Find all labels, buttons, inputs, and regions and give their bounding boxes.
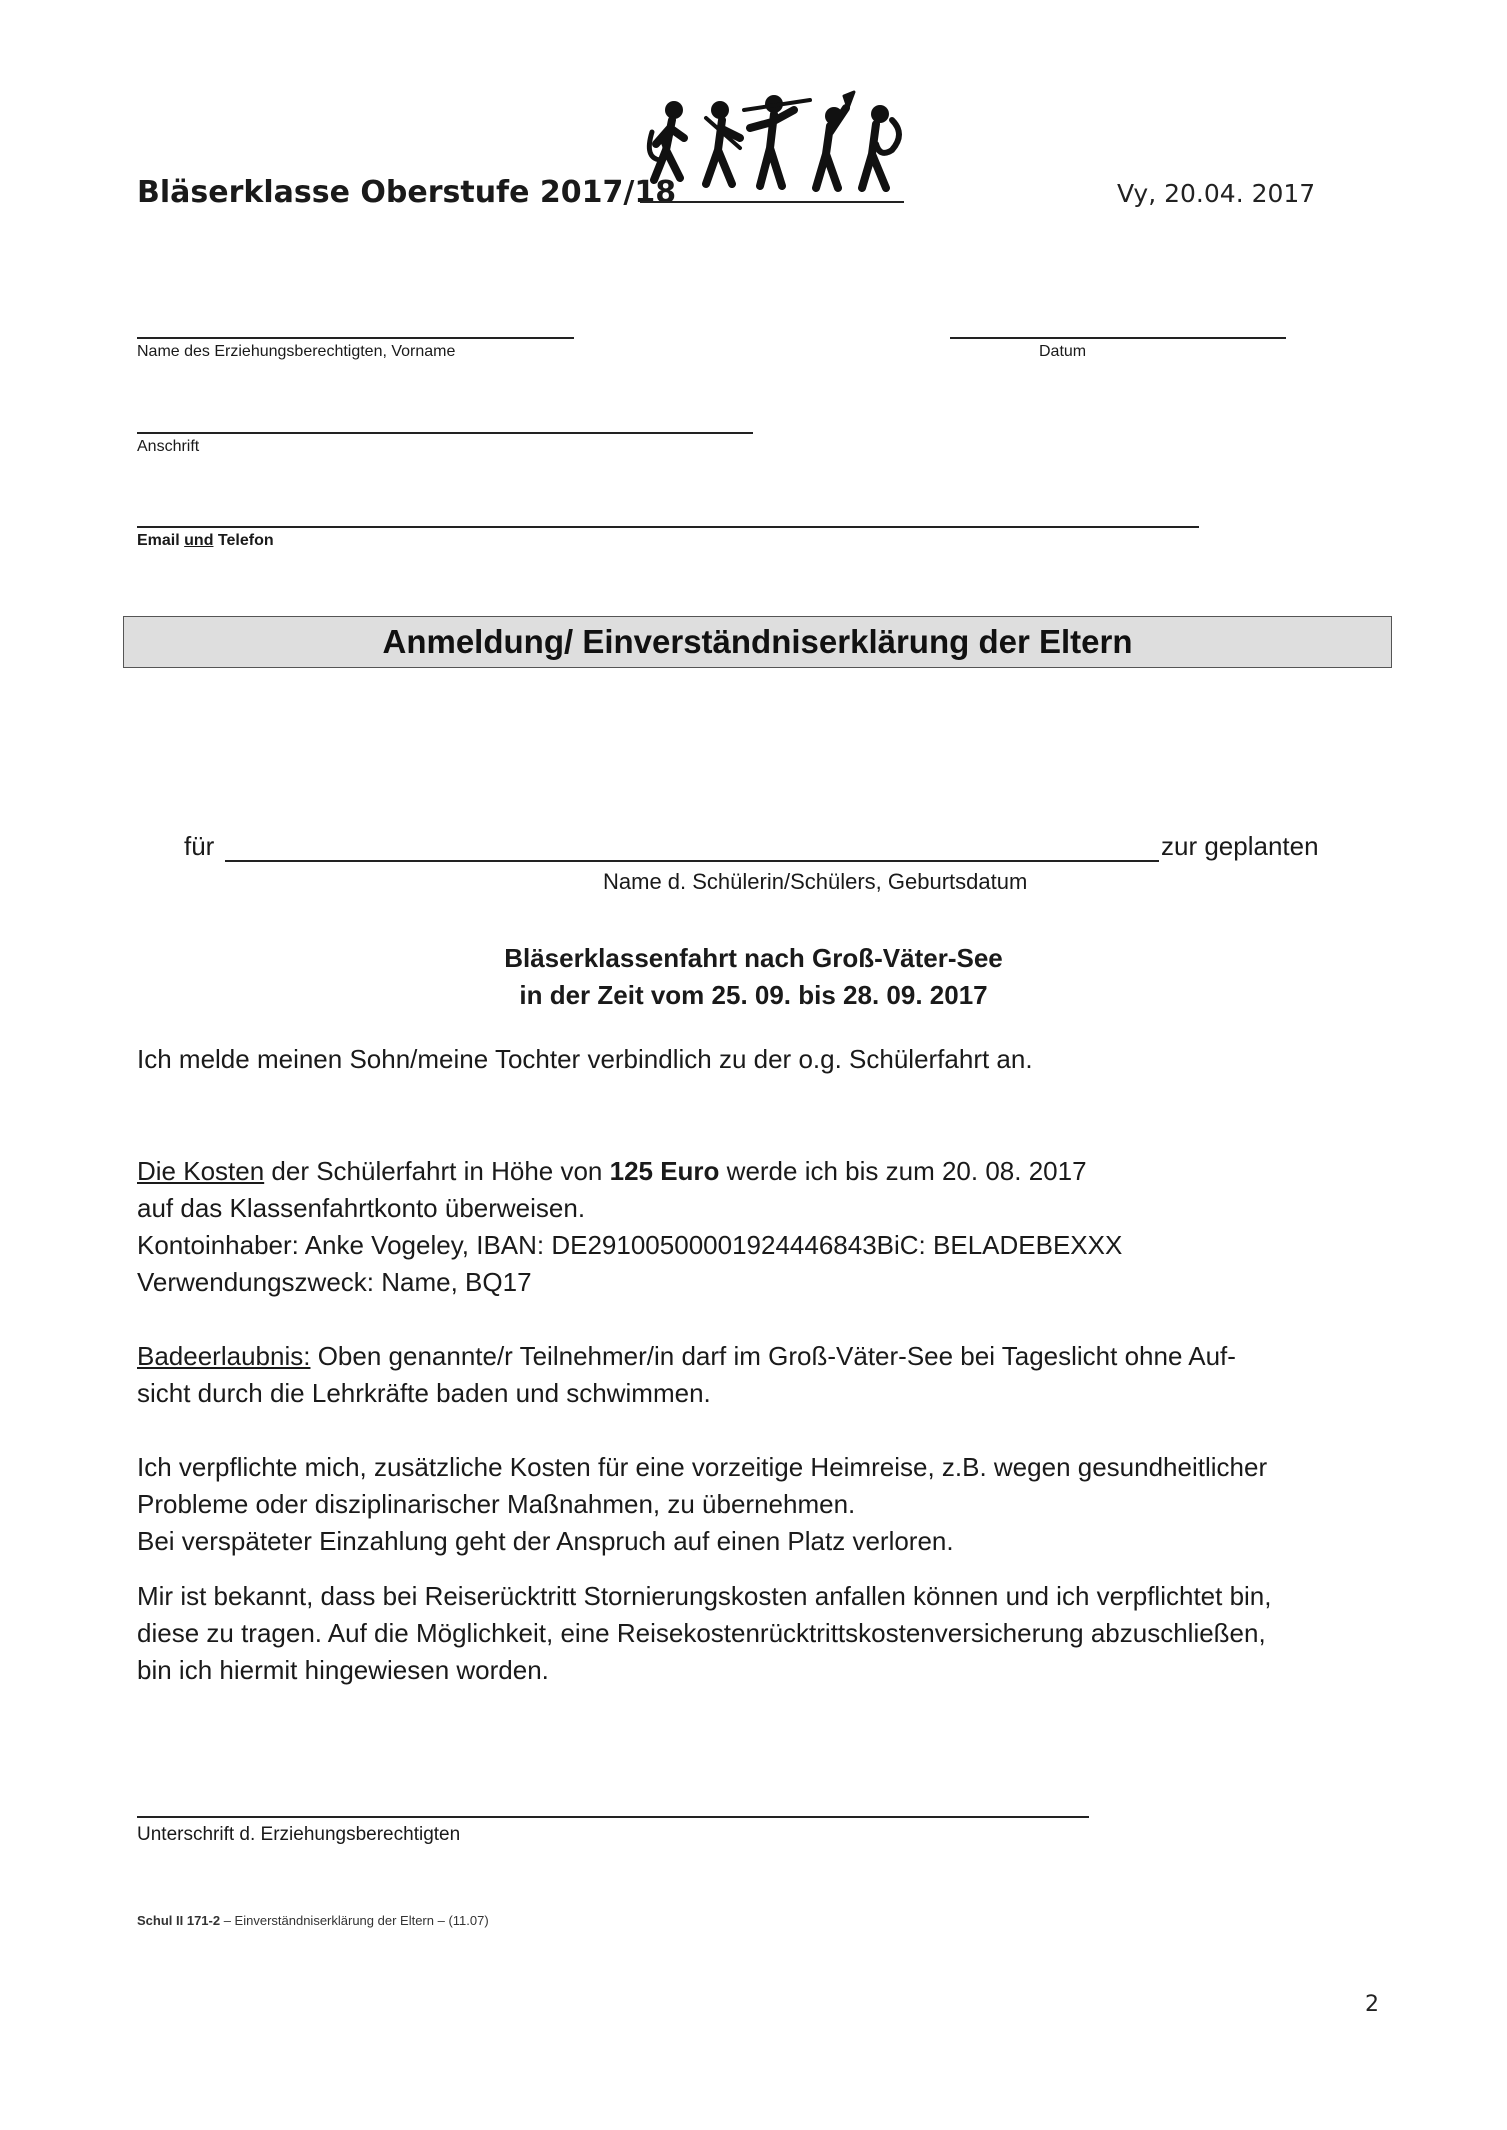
swimming-permission: Badeerlaubnis: Oben genannte/r Teilnehmer/in darf im Groß-Väter-See bei Tageslicht ohne Auf- [137, 1341, 1236, 1371]
form-title: Anmeldung/ Einverständniserklärung der Eltern [382, 623, 1133, 660]
guardian-name-label: Name des Erziehungsberechtigten, Vorname [137, 343, 456, 360]
payment-purpose: Verwendungszweck: Name, BQ17 [137, 1267, 532, 1297]
cancellation-line-2: diese zu tragen. Auf die Möglichkeit, eine Reisekostenrücktrittskostenversicherung abzuschließen, [137, 1618, 1266, 1648]
musicians-pictogram-icon [640, 88, 905, 200]
planned-label: zur geplanten [1161, 831, 1319, 861]
cancellation-line-3: bin ich hiermit hingewiesen worden. [137, 1655, 549, 1685]
page-number: 2 [1365, 1992, 1379, 2017]
date-line[interactable] [950, 337, 1286, 339]
obligation-line-1: Ich verpflichte mich, zusätzliche Kosten für eine vorzeitige Heimreise, z.B. wegen gesundheitlicher [137, 1452, 1268, 1482]
trip-destination: Bläserklassenfahrt nach Groß-Väter-See [504, 943, 1003, 973]
trip-dates: in der Zeit vom 25. 09. bis 28. 09. 2017 [519, 980, 988, 1010]
contact-label: Email und Telefon [137, 532, 274, 549]
address-line[interactable] [137, 432, 753, 434]
swimming-permission-cont: sicht durch die Lehrkräfte baden und schwimmen. [137, 1378, 711, 1408]
date-label: Datum [1039, 343, 1087, 360]
form-code: Schul II 171-2 – Einverständniserklärung der Eltern – (11.07) [137, 1913, 489, 1928]
cost-statement: Die Kosten der Schülerfahrt in Höhe von 125 Euro werde ich bis zum 20. 08. 2017 [137, 1156, 1087, 1186]
guardian-name-line[interactable] [137, 337, 574, 339]
signature-line[interactable] [137, 1816, 1089, 1818]
class-title: Bläserklasse Oberstufe 2017/18 [137, 175, 677, 210]
registration-statement: Ich melde meinen Sohn/meine Tochter verbindlich zu der o.g. Schülerfahrt an. [137, 1044, 1033, 1074]
form-title-box [123, 616, 1392, 668]
address-label: Anschrift [137, 438, 200, 455]
for-label: für [184, 831, 215, 861]
obligation-line-3: Bei verspäteter Einzahlung geht der Anspruch auf einen Platz verloren. [137, 1526, 954, 1556]
reference-date: Vy, 20.04. 2017 [1117, 179, 1316, 208]
student-name-label: Name d. Schülerin/Schülers, Geburtsdatum [603, 869, 1028, 894]
contact-line[interactable] [137, 526, 1199, 528]
account-details: Kontoinhaber: Anke Vogeley, IBAN: DE29100500001924446843BiC: BELADEBEXXX [137, 1230, 1123, 1260]
student-name-line[interactable] [225, 860, 1159, 862]
obligation-line-2: Probleme oder disziplinarischer Maßnahmen, zu übernehmen. [137, 1489, 856, 1519]
cancellation-line-1: Mir ist bekannt, dass bei Reiserücktritt Stornierungskosten anfallen können und ich verpflichtet bin, [137, 1581, 1272, 1611]
signature-label: Unterschrift d. Erziehungsberechtigten [137, 1824, 461, 1845]
cost-transfer: auf das Klassenfahrtkonto überweisen. [137, 1193, 586, 1223]
